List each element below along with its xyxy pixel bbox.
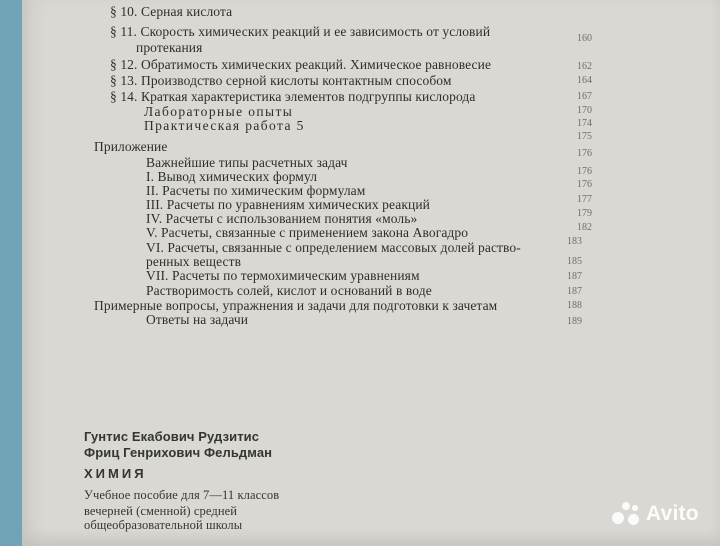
author-name: Фриц Генрихович Фельдман: [84, 445, 273, 460]
toc-entry-task-2: II. Расчеты по химическим формулам: [146, 183, 366, 198]
toc-entry-section-10: § 10. Серная кислота: [110, 4, 233, 19]
toc-page-number: 174: [577, 118, 592, 129]
toc-page-number: 183: [567, 236, 582, 247]
avito-watermark: [612, 500, 716, 528]
toc-entry-task-3: III. Расчеты по уравнениям химических реакций: [146, 197, 430, 212]
toc-page-number: 175: [577, 131, 592, 142]
table-of-contents: [22, 0, 720, 546]
toc-page-number: 164: [577, 75, 592, 86]
toc-page-number: 177: [577, 194, 592, 205]
toc-page-number: 187: [567, 286, 582, 297]
toc-entry-solubility: Растворимость солей, кислот и оснований в воде: [146, 283, 432, 298]
toc-entry-continuation: ренных веществ: [146, 254, 242, 269]
toc-page-number: 188: [567, 300, 582, 311]
toc-page-number: 179: [577, 208, 592, 219]
toc-page-number: 170: [577, 105, 592, 116]
book-title: ХИМИЯ: [84, 466, 147, 481]
toc-entry-answers: Ответы на задачи: [146, 312, 249, 327]
toc-entry-lab-experiments: Лабораторные опыты: [144, 104, 294, 119]
toc-entry-continuation: протекания: [136, 40, 203, 55]
book-description-line: Учебное пособие для 7—11 классов: [84, 488, 280, 502]
watermark-text: Avito: [646, 502, 699, 525]
toc-page-number: 185: [567, 256, 582, 267]
toc-entry-section-11: § 11. Скорость химических реакций и ее зависимость от условий: [110, 24, 491, 39]
toc-page-number: 176: [577, 179, 592, 190]
author-name: Гунтис Екабович Рудзитис: [84, 429, 260, 444]
toc-page-number: 162: [577, 61, 592, 72]
book-description-line: вечерней (сменной) средней: [84, 504, 238, 518]
toc-entry-task-types: Важнейшие типы расчетных задач: [146, 155, 348, 170]
toc-page-number: 189: [567, 316, 582, 327]
book-description-line: общеобразовательной школы: [84, 518, 243, 532]
toc-page-number: 182: [577, 222, 592, 233]
toc-entry-task-6: VI. Расчеты, связанные с определением массовых долей раство-: [146, 240, 521, 255]
toc-entry-task-1: I. Вывод химических формул: [146, 169, 318, 184]
toc-entry-task-4: IV. Расчеты с использованием понятия «моль»: [146, 211, 418, 226]
toc-entry-section-12: § 12. Обратимость химических реакций. Химическое равновесие: [110, 57, 492, 72]
toc-page-number: 176: [577, 166, 592, 177]
toc-entry-appendix: Приложение: [94, 139, 168, 154]
toc-page-number: 160: [577, 33, 592, 44]
toc-entry-sample-questions: Примерные вопросы, упражнения и задачи для подготовки к зачетам: [94, 298, 498, 313]
toc-entry-practical-work: Практическая работа 5: [144, 118, 305, 133]
toc-entry-section-13: § 13. Производство серной кислоты контактным способом: [110, 73, 452, 88]
avito-logo-icon: [612, 502, 642, 526]
toc-entry-task-7: VII. Расчеты по термохимическим уравнениям: [146, 268, 420, 283]
toc-entry-task-5: V. Расчеты, связанные с применением закона Авогадро: [146, 225, 469, 240]
toc-page-number: 176: [577, 148, 592, 159]
toc-page-number: 187: [567, 271, 582, 282]
toc-entry-section-14: § 14. Краткая характеристика элементов подгруппы кислорода: [110, 89, 476, 104]
book-page: [22, 0, 720, 546]
toc-page-number: 167: [577, 91, 592, 102]
